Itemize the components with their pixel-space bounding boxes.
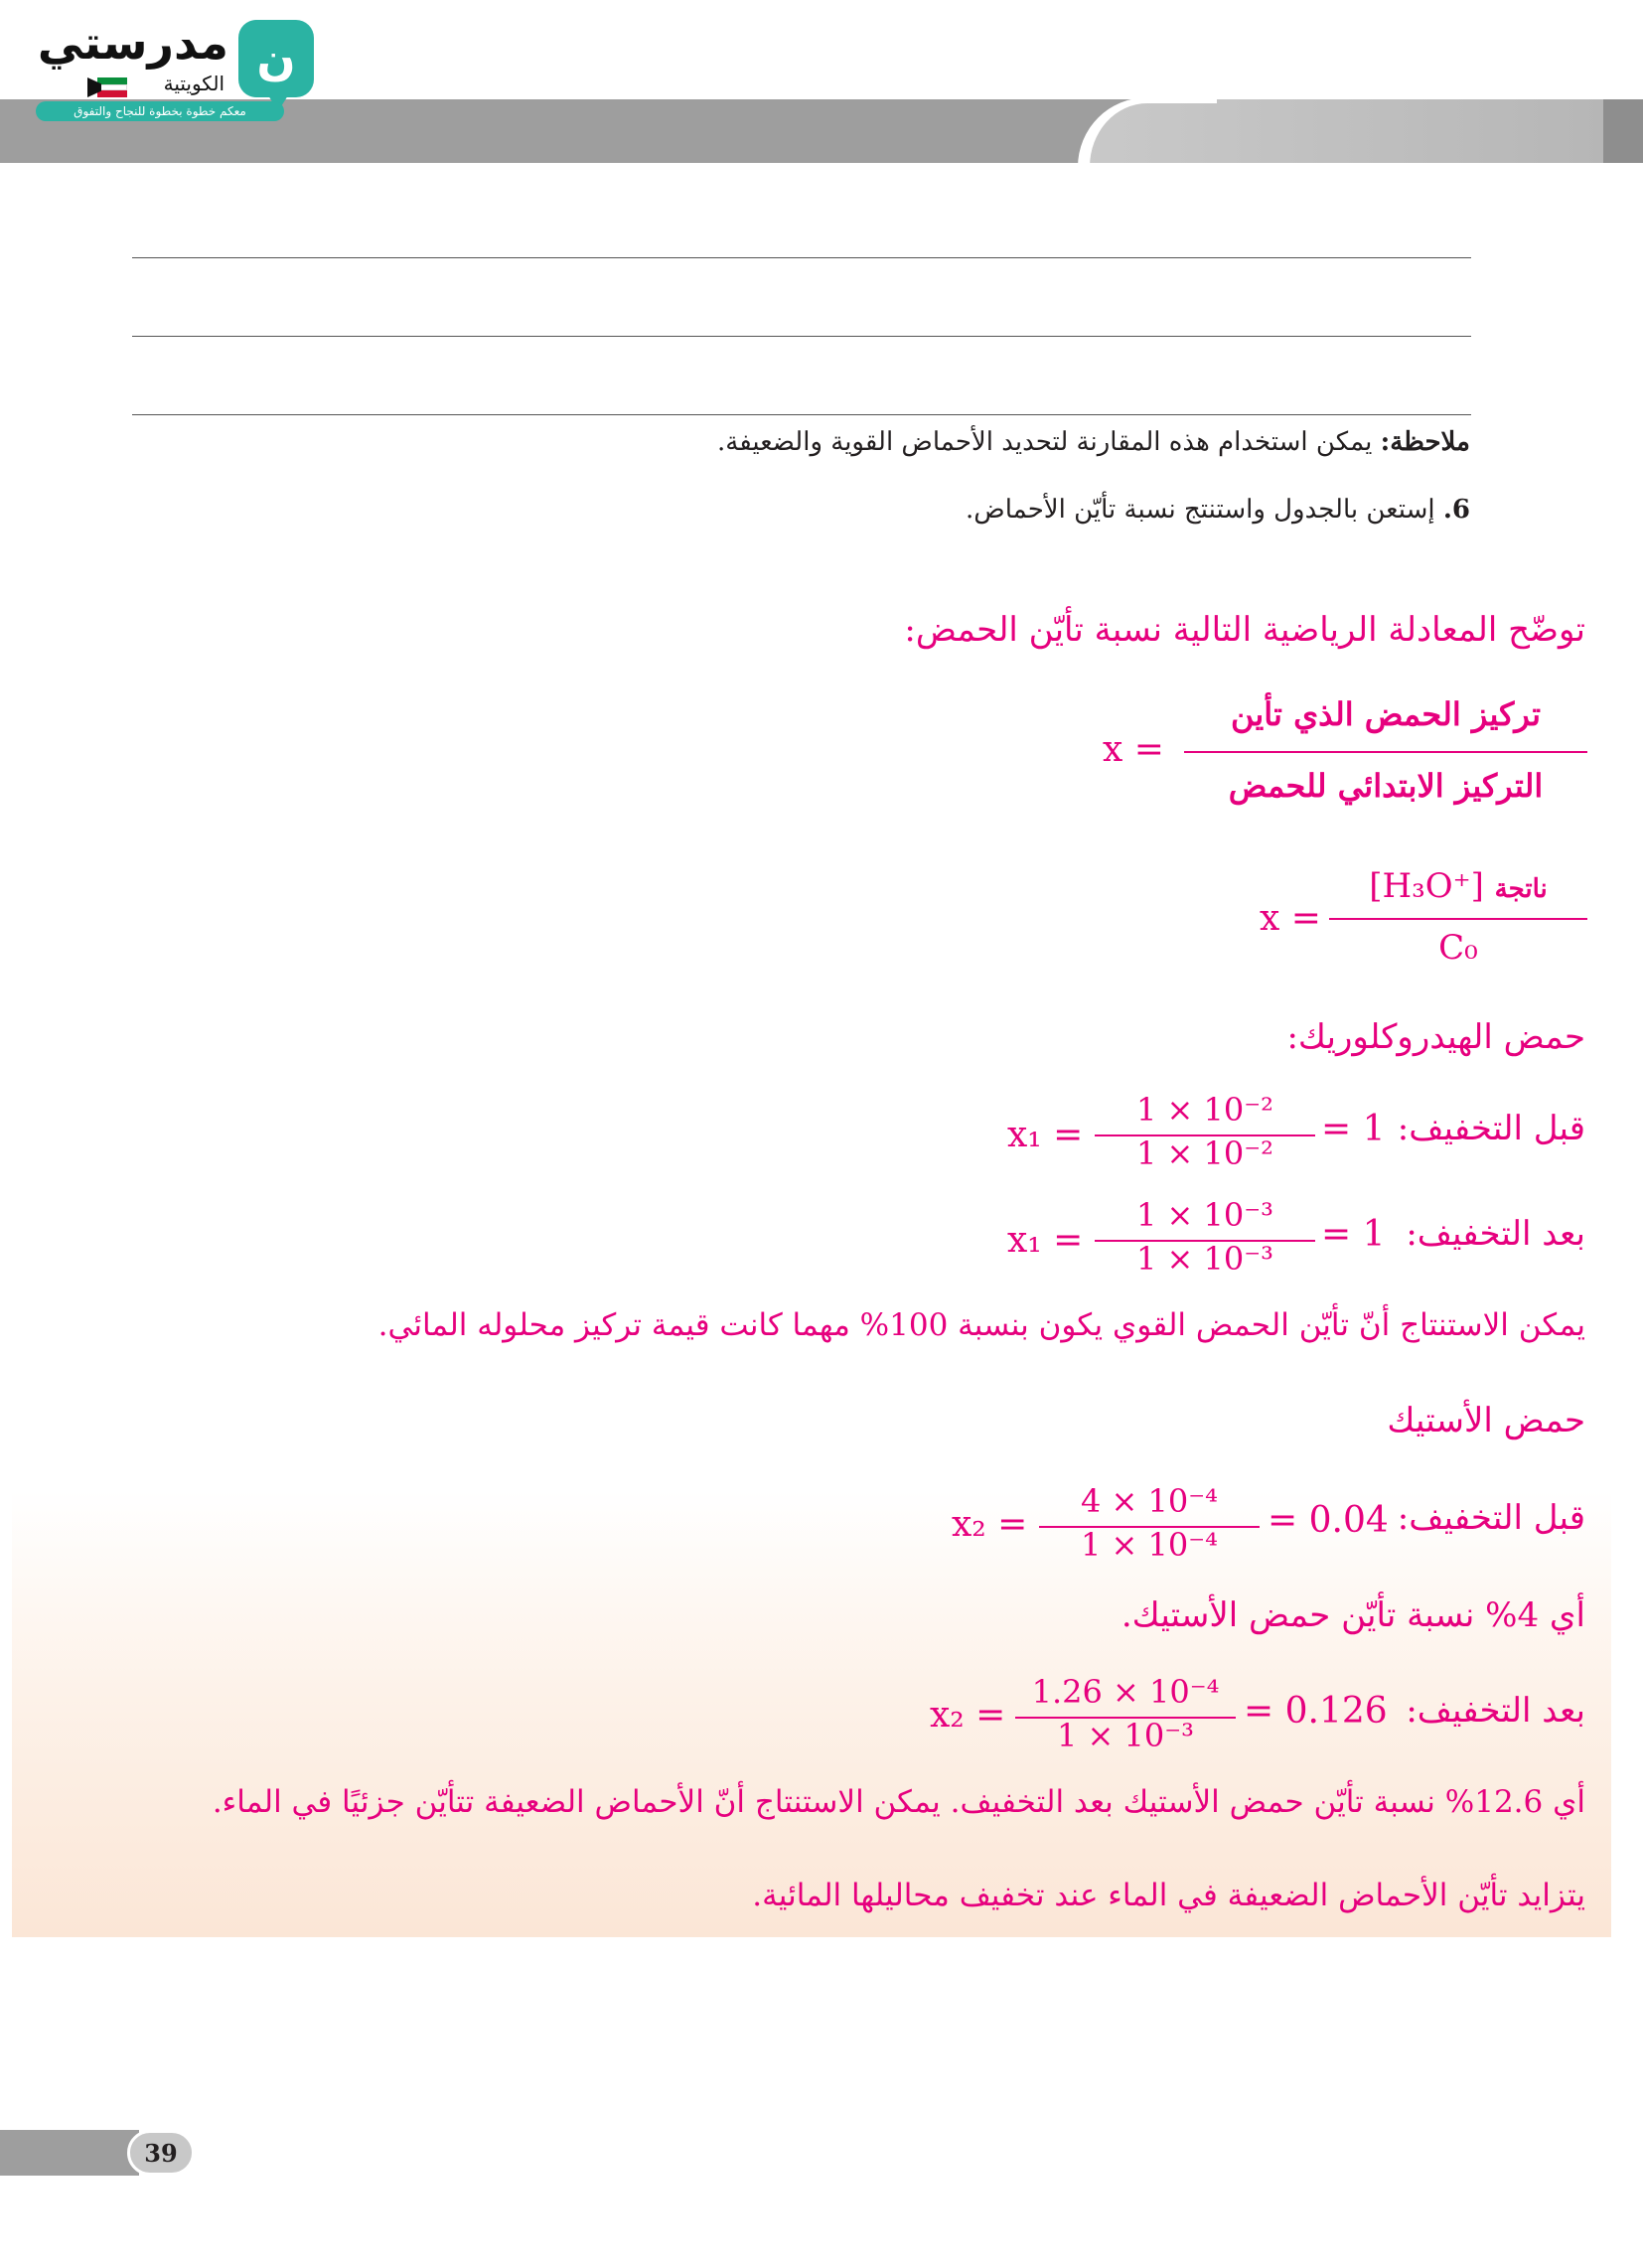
logo-slogan: معكم خطوة بخطوة للنجاح والتفوق [36,101,284,121]
acetic-before-denominator: 1 × 10⁻⁴ [1081,1526,1218,1564]
formula1-lhs: x = [1103,729,1164,770]
answer-line [132,336,1471,337]
acetic-heading: حمض الأستيك [1387,1401,1585,1440]
acetic-before-note: أي 4% نسبة تأيّن حمض الأستيك. [1120,1595,1585,1635]
page-number: 39 [127,2130,195,2176]
acetic-after-fraction [1015,1673,1236,1762]
acetic-after-var: x₂ = [930,1695,1006,1736]
formula2-fraction [1329,864,1587,983]
fraction-bar [1329,918,1587,920]
acetic-after-numerator: 1.26 × 10⁻⁴ [1031,1673,1220,1711]
hcl-after-result: = 1 [1321,1214,1386,1255]
hcl-before-numerator: 1 × 10⁻² [1136,1091,1273,1129]
hcl-after-var: x₁ = [1007,1220,1084,1261]
acetic-before-var: x₂ = [952,1504,1028,1545]
acetic-before-numerator: 4 × 10⁻⁴ [1081,1482,1218,1520]
formula2-numerator [1329,866,1587,906]
logo-title: مدرستي [37,16,228,70]
question-paragraph [966,495,1470,525]
hcl-before-result: = 1 [1321,1109,1386,1149]
formula2-numerator-label: ناتجة [1494,874,1548,904]
hcl-after-label: بعد التخفيف: [1406,1214,1585,1254]
note-paragraph [717,427,1470,457]
header-band-end [1603,99,1643,163]
acetic-before-fraction [1039,1482,1260,1572]
acetic-after-label: بعد التخفيف: [1406,1691,1585,1731]
acetic-after-note: أي 12.6% نسبة تأيّن حمض الأستيك بعد التخفيف. يمكن الاستنتاج أنّ الأحماض الضعيفة تتأيّن جزئيًا في الماء. [212,1784,1585,1820]
answer-line [132,257,1471,258]
fraction-bar [1184,751,1587,753]
formula2-denominator: C₀ [1438,928,1478,968]
hcl-before-denominator: 1 × 10⁻² [1136,1134,1273,1172]
question-text: إستعن بالجدول واستنتج نسبة تأيّن الأحماض. [966,495,1443,525]
acetic-before-label: قبل التخفيف: [1397,1498,1585,1538]
formula1-numerator: تركيز الحمض الذي تأين [1231,695,1541,733]
answer-line [132,414,1471,415]
question-number: 6. [1442,495,1470,525]
formula2-numerator-math: [H₃O⁺] [1369,866,1484,906]
formula1-fraction [1184,695,1587,825]
hcl-conclusion: يمكن الاستنتاج أنّ تأيّن الحمض القوي يكون بنسبة 100% مهما كانت قيمة تركيز محلوله المائي. [377,1307,1585,1343]
hcl-before-label: قبل التخفيف: [1397,1109,1585,1148]
acetic-after-denominator: 1 × 10⁻³ [1057,1717,1194,1754]
hcl-heading: حمض الهيدروكلوريك: [1286,1017,1585,1057]
hcl-before-var: x₁ = [1007,1115,1084,1155]
note-label: ملاحظة: [1380,427,1470,457]
formula1-denominator: التركيز الابتدائي للحمض [1228,767,1544,805]
hcl-after-fraction [1095,1196,1315,1285]
acetic-final-conclusion: يتزايد تأيّن الأحماض الضعيفة في الماء عند تخفيف محاليلها المائية. [752,1878,1585,1913]
answer-intro: توضّح المعادلة الرياضية التالية نسبة تأيّن الحمض: [904,610,1585,650]
formula2-lhs: x = [1260,898,1321,939]
kuwait-flag-icon [87,77,127,97]
footer-bar [0,2130,139,2176]
hcl-after-numerator: 1 × 10⁻³ [1136,1196,1273,1234]
hcl-after-denominator: 1 × 10⁻³ [1136,1240,1273,1278]
logo-badge-icon: ن [238,20,314,97]
acetic-before-result: = 0.04 [1268,1500,1389,1541]
acetic-after-result: = 0.126 [1244,1691,1388,1732]
hcl-before-fraction [1095,1091,1315,1180]
note-text: يمكن استخدام هذه المقارنة لتحديد الأحماض القوية والضعيفة. [717,427,1381,457]
logo-subtitle: الكويتية [163,72,224,95]
